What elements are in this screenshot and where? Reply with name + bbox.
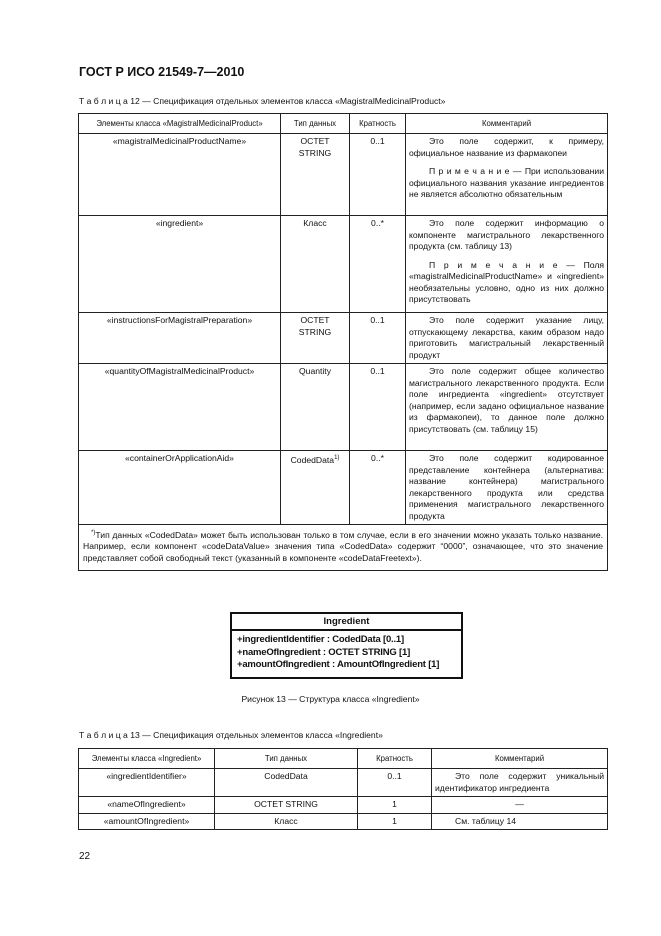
- element-name: «ingredientIdentifier»: [79, 769, 215, 797]
- multiplicity: 0..1: [358, 769, 432, 797]
- multiplicity: 0..*: [350, 451, 406, 525]
- table13-caption-text: 13 — Спецификация отдельных элементов класса «Ingredient»: [130, 730, 383, 740]
- uml-attribute: +amountOfIngredient : AmountOfIngredient [1]: [237, 659, 440, 670]
- uml-attributes: [232, 631, 461, 675]
- multiplicity: 1: [358, 813, 432, 830]
- table12: [78, 113, 608, 571]
- table12-col-elements: Элементы класса «MagistralMedicinalProduct»: [79, 114, 281, 134]
- note-text: Поля «magistralMedicinalProductName» и «ingredient» необязательны условно, одно из них должно присутствовать: [409, 259, 605, 304]
- comment-cell: [432, 813, 608, 830]
- element-name: «amountOfIngredient»: [79, 813, 215, 830]
- table12-footnote-row: [79, 525, 608, 571]
- comment-text: Это поле содержит, к примеру, официальное название из фармакопеи: [409, 136, 604, 158]
- data-type: Quantity: [281, 364, 350, 451]
- table-row: [79, 797, 608, 814]
- note-label: П р и м е ч а н и е —: [429, 259, 575, 270]
- table12-col-comment: Комментарий: [406, 114, 608, 134]
- data-type: OCTET STRING: [281, 134, 350, 216]
- element-name: «ingredient»: [79, 216, 281, 313]
- multiplicity: 0..1: [350, 134, 406, 216]
- element-name: «containerOrApplicationAid»: [79, 451, 281, 525]
- footnote-text: Тип данных «CodedData» может быть использован только в том случае, если в его значении можно указать только название. Например, если компонент «codeDataValue» значения типа «CodedData» содержит “0000”, означающее, что это значение представляет собой свободный текст (указанный в компоненте «codeDataFreetext»).: [83, 529, 603, 563]
- multiplicity: 1: [358, 797, 432, 814]
- note: [409, 260, 604, 306]
- comment-text: Это поле содержит указание лицу, отпускающему лекарства, каким образом надо приготовить магистральный лекарственный продукт: [409, 315, 604, 360]
- data-type: OCTET STRING: [215, 797, 358, 814]
- data-type: CodedData: [290, 454, 335, 465]
- footnote-ref: 1): [334, 455, 340, 461]
- comment-cell: [406, 216, 608, 313]
- multiplicity: 0..*: [350, 216, 406, 313]
- note-label: П р и м е ч а н и е —: [429, 166, 522, 176]
- comment-cell: [406, 364, 608, 451]
- uml-attribute: +ingredientIdentifier : CodedData [0..1]: [237, 634, 404, 645]
- comment-cell: [432, 769, 608, 797]
- table12-col-mult: Кратность: [350, 114, 406, 134]
- table-row: [79, 451, 608, 525]
- data-type: CodedData: [215, 769, 358, 797]
- table-row: [79, 813, 608, 830]
- comment-text: Это поле содержит общее количество магистрального лекарственного продукта. Если поле ингредиента «ingredient» отсутствует (например, если задано официальное название из фармакопеи), то данное поле должно присутствовать (см. таблицу 15): [409, 366, 604, 434]
- data-type: OCTET STRING: [281, 313, 350, 364]
- element-name: «quantityOfMagistralMedicinalProduct»: [79, 364, 281, 451]
- document-header: ГОСТ Р ИСО 21549-7—2010: [79, 65, 245, 79]
- comment-cell: [406, 134, 608, 216]
- figure-caption: Рисунок 13 — Структура класса «Ingredient»: [241, 694, 420, 704]
- comment-cell: [406, 313, 608, 364]
- element-name: «nameOfIngredient»: [79, 797, 215, 814]
- multiplicity: 0..1: [350, 364, 406, 451]
- table12-caption-prefix: Т а б л и ц а: [79, 96, 128, 106]
- uml-class-title: Ingredient: [232, 614, 461, 631]
- uml-class-ingredient: [230, 612, 463, 679]
- comment-text: Это поле содержит информацию о компоненте магистрального лекарственного продукта (см. таблицу 13): [409, 218, 604, 251]
- table-row: [79, 364, 608, 451]
- table12-caption: [79, 96, 445, 106]
- comment-text: —: [432, 797, 608, 814]
- table13-col-mult: Кратность: [358, 749, 432, 769]
- data-type: Класс: [281, 216, 350, 313]
- data-type-cell: [281, 451, 350, 525]
- footnote: [79, 525, 608, 571]
- comment-cell: [406, 451, 608, 525]
- table13-caption-prefix: Т а б л и ц а: [79, 730, 128, 740]
- table-row: [79, 134, 608, 216]
- data-type: Класс: [215, 813, 358, 830]
- multiplicity: 0..1: [350, 313, 406, 364]
- note-text: При использовании официального названия указание ингредиентов не является абсолютно обязательным: [409, 166, 604, 199]
- table-row: [79, 313, 608, 364]
- table13-header-row: [79, 749, 608, 769]
- table12-col-type: Тип данных: [281, 114, 350, 134]
- note: [409, 166, 604, 201]
- table13-col-elements: Элементы класса «Ingredient»: [79, 749, 215, 769]
- table13: [78, 748, 608, 830]
- comment-text: Это поле содержит уникальный идентификатор ингредиента: [435, 771, 604, 793]
- comment-text: Это поле содержит кодированное представление контейнера (альтернатива: название контейнера) магистрального лекарственного продукта или средства применения магистрального лекарственного продукта: [409, 453, 604, 521]
- table12-header-row: [79, 114, 608, 134]
- table13-col-type: Тип данных: [215, 749, 358, 769]
- table-row: [79, 769, 608, 797]
- comment-text: См. таблицу 14: [455, 815, 517, 826]
- table13-col-comment: Комментарий: [432, 749, 608, 769]
- footnote-mark: *): [91, 530, 96, 536]
- table-row: [79, 216, 608, 313]
- element-name: «instructionsForMagistralPreparation»: [79, 313, 281, 364]
- table13-caption: [79, 730, 383, 740]
- uml-attribute: +nameOfIngredient : OCTET STRING [1]: [237, 646, 411, 658]
- element-name: «magistralMedicinalProductName»: [79, 134, 281, 216]
- page-number: 22: [79, 851, 91, 862]
- table12-caption-text: 12 — Спецификация отдельных элементов класса «MagistralMedicinalProduct»: [130, 96, 446, 106]
